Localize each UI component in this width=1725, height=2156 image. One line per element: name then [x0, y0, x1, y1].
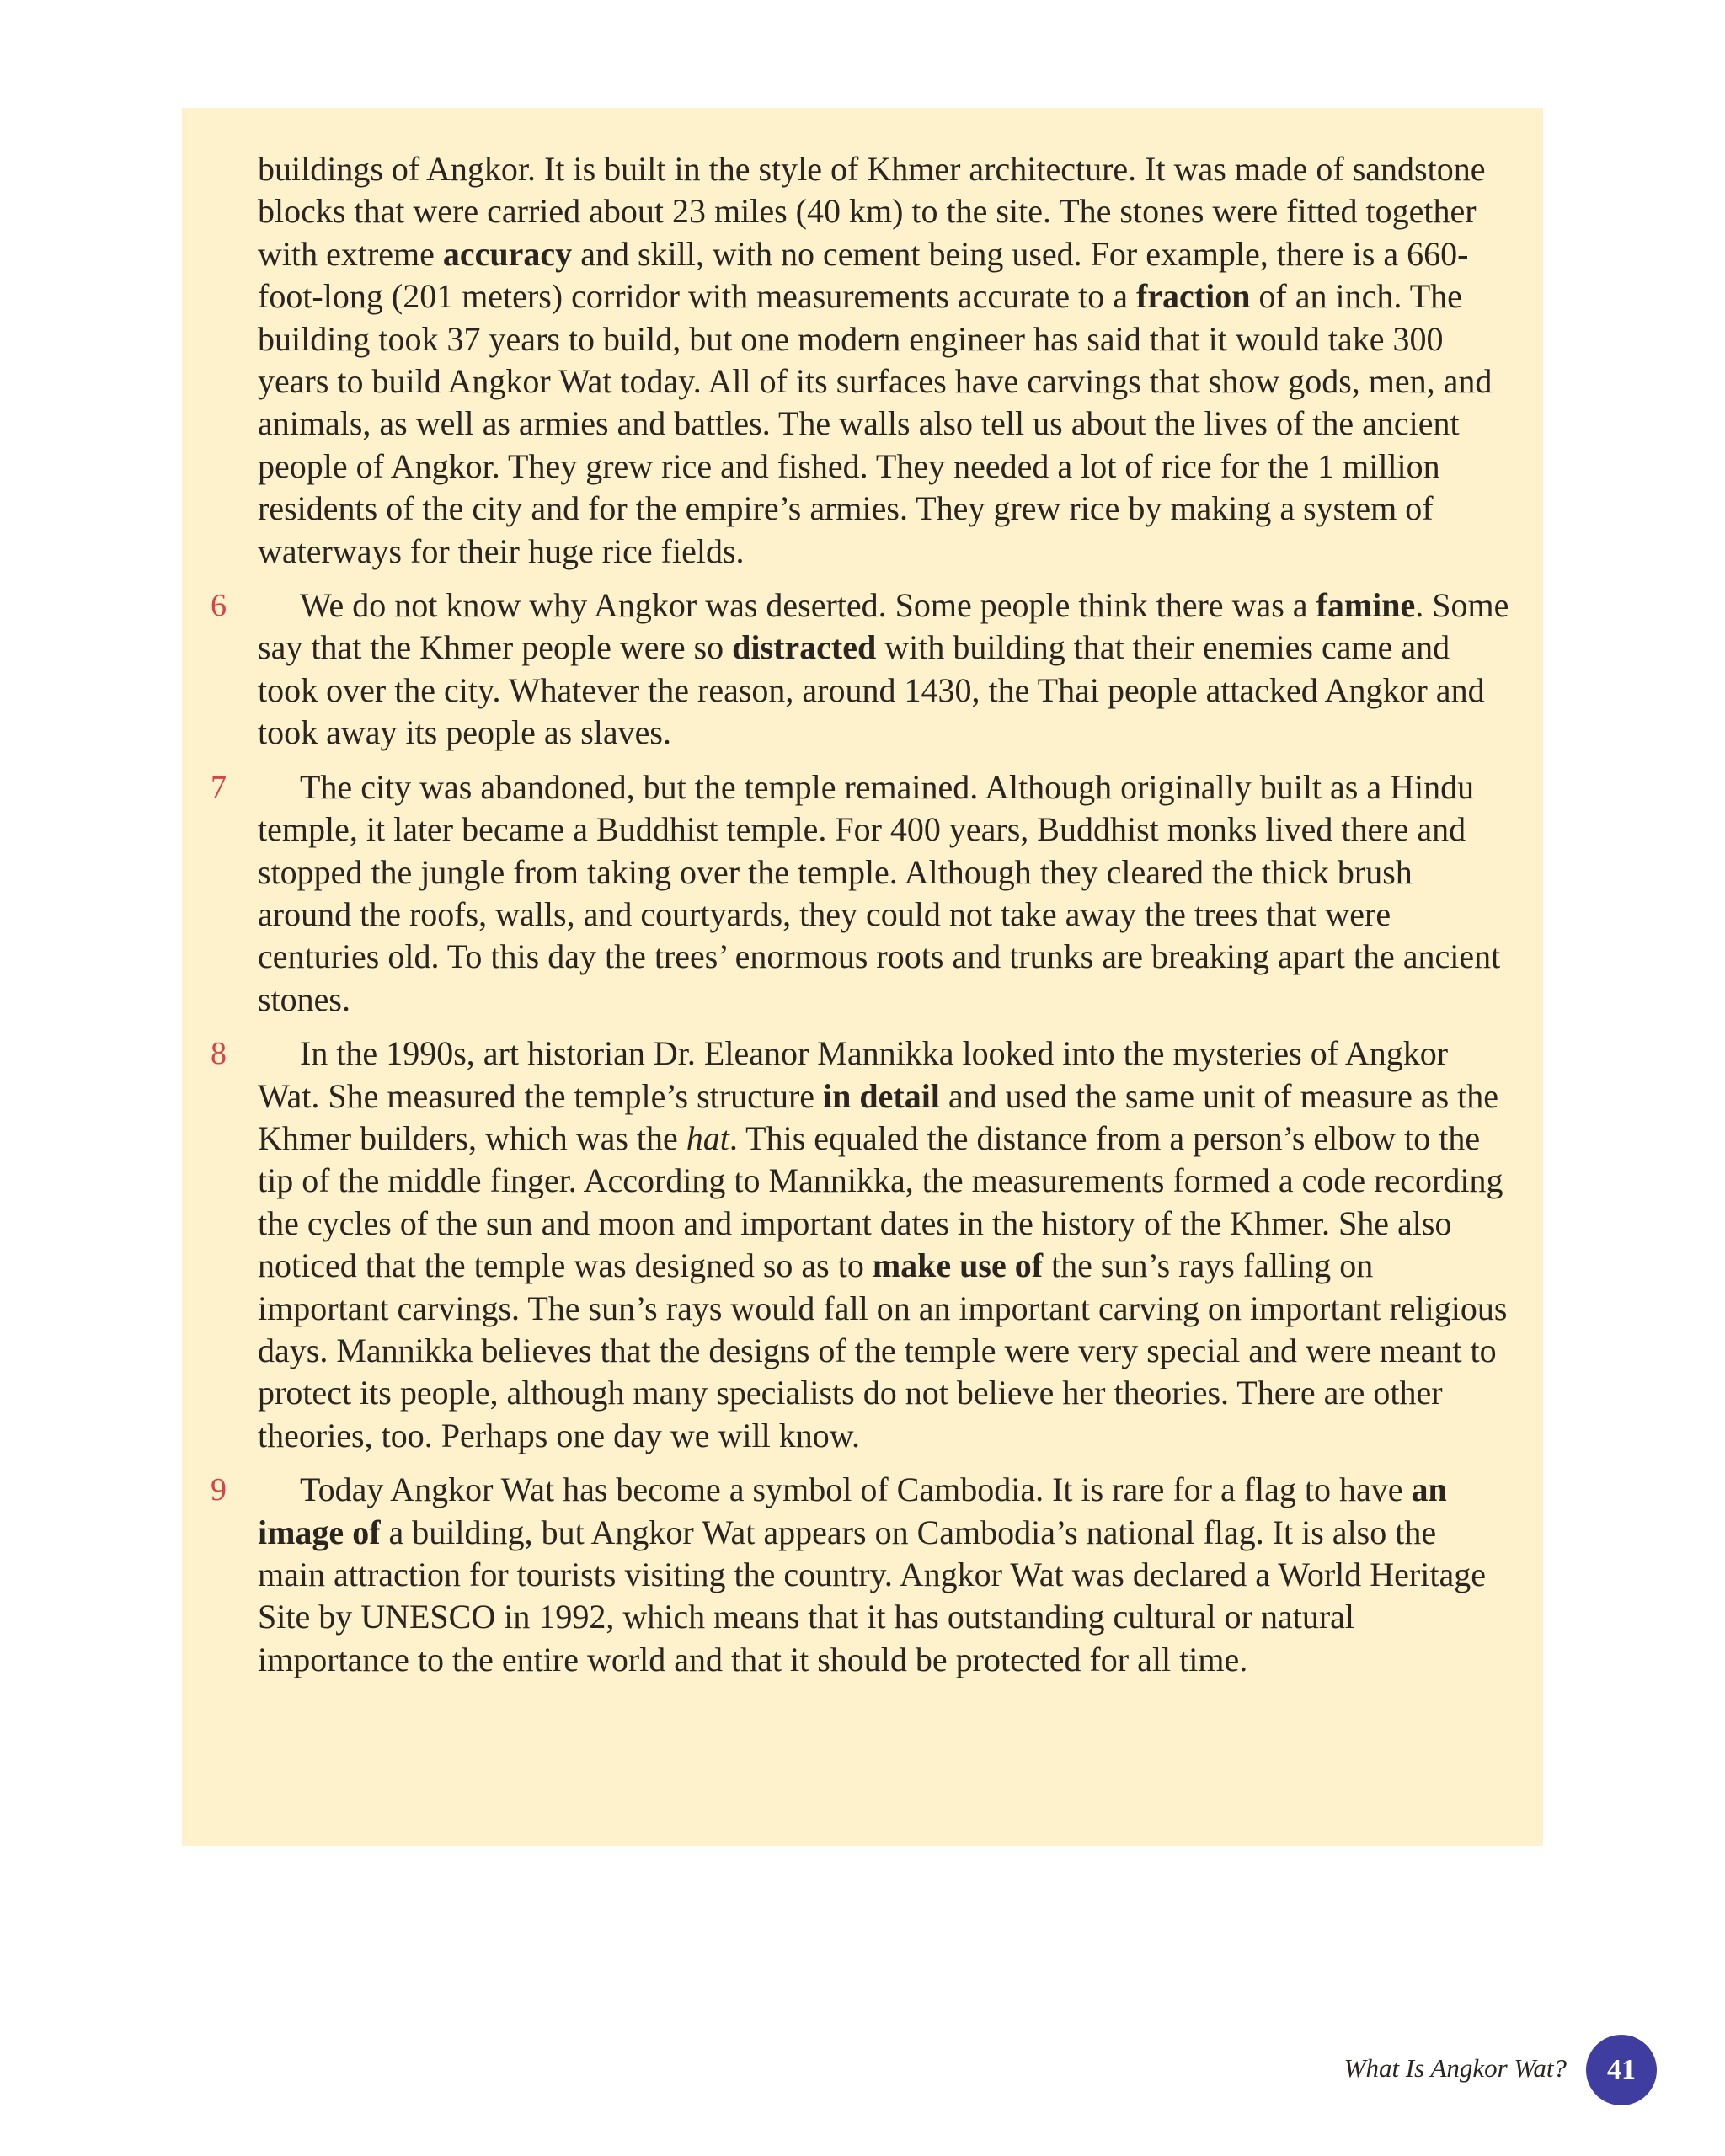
paragraph-text: . This equaled the distance from a person’s elbow to the tip of the middle finger. According to Mannikka, the measurements formed a code recording the cycles of the sun and moon and important dates in the history of the Khmer. She also noticed that the temple was designed so as to — [258, 1118, 1503, 1285]
vocabulary-word-accuracy: accuracy — [442, 234, 573, 273]
vocabulary-word-famine: famine — [1316, 586, 1416, 625]
paragraph-number: 6 — [211, 588, 227, 624]
continued-paragraph — [258, 148, 1509, 573]
paragraph-9 — [211, 1469, 1509, 1681]
paragraph-text: We do not know why Angkor was deserted. Some people think there was a — [300, 586, 1316, 625]
paragraph-text: buildings of Angkor. It is built in the style of Khmer architecture. It was made of sandstone blocks that were carried about 23 miles (40 km) to the site. The stones were fitted together with extreme — [258, 150, 1486, 273]
italic-word-hat: hat — [686, 1118, 729, 1157]
paragraph-text: and skill, with no cement being used. For example, there is a 660-foot-long (201 meters) corridor with measurements accurate to a — [258, 234, 1469, 316]
paragraph-text: of an inch. The building took 37 years to build, but one modern engineer has said that it would take 300 years to build Angkor Wat today. All of its surfaces have carvings that show gods, men, and animals, as well as armies and battles. The walls also tell us about the lives of the ancient people of Angkor. They grew rice and fished. They needed a lot of rice for the 1 million residents of the city and for the empire’s armies. They grew rice by making a system of waterways for their huge rice fields. — [258, 277, 1493, 570]
vocabulary-word-an-image-of: an image of — [258, 1470, 1447, 1551]
paragraph-text: The city was abandoned, but the temple remained. Although originally built as a Hindu temple, it later became a Buddhist temple. For 400 years, Buddhist monks lived there and stopped the jungle from taking over the temple. Although they cleared the thick brush around the roofs, walls, and courtyards, they could not take away the trees that were centuries old. To this day the trees’ enormous roots and trunks are breaking apart the ancient stones. — [258, 767, 1501, 1018]
page-number-badge: 41 — [1586, 2035, 1657, 2105]
paragraph-text: the sun’s rays falling on important carvings. The sun’s rays would fall on an important carving on important religious days. Mannikka believes that the designs of the temple were very special and were meant to protect its people, although many specialists do not believe her theories. There are other theories, too. Perhaps one day we will know. — [258, 1246, 1508, 1454]
paragraph-text: Today Angkor Wat has become a symbol of Cambodia. It is rare for a flag to have — [300, 1470, 1412, 1509]
paragraph-number: 7 — [211, 769, 227, 805]
paragraph-text: . Some say that the Khmer people were so — [258, 586, 1509, 667]
paragraph-number: 9 — [211, 1472, 227, 1508]
vocabulary-word-distracted: distracted — [732, 628, 877, 667]
vocabulary-word-fraction: fraction — [1135, 277, 1251, 316]
vocabulary-word-make-use-of: make use of — [872, 1246, 1044, 1285]
paragraph-7 — [211, 766, 1509, 1021]
paragraph-text: In the 1990s, art historian Dr. Eleanor Mannikka looked into the mysteries of Angkor Wat. She measured the temple’s structure — [258, 1034, 1449, 1115]
paragraph-6 — [211, 584, 1509, 755]
vocabulary-word-in-detail: in detail — [823, 1076, 940, 1115]
running-footer-title: What Is Angkor Wat? — [1343, 2053, 1567, 2083]
article-body — [211, 148, 1509, 1693]
paragraph-number: 8 — [211, 1036, 227, 1072]
paragraph-8 — [211, 1033, 1509, 1457]
paragraph-text: and used the same unit of measure as the Khmer builders, which was the — [258, 1076, 1499, 1157]
paragraph-text: a building, but Angkor Wat appears on Cambodia’s national flag. It is also the main attraction for tourists visiting the country. Angkor Wat was declared a World Heritage Site by UNESCO in 1992, which means that it has outstanding cultural or natural importance to the entire world and that it should be protected for all time. — [258, 1513, 1486, 1678]
paragraph-text: with building that their enemies came and took over the city. Whatever the reason, around 1430, the Thai people attacked Angkor and took away its people as slaves. — [258, 628, 1485, 752]
